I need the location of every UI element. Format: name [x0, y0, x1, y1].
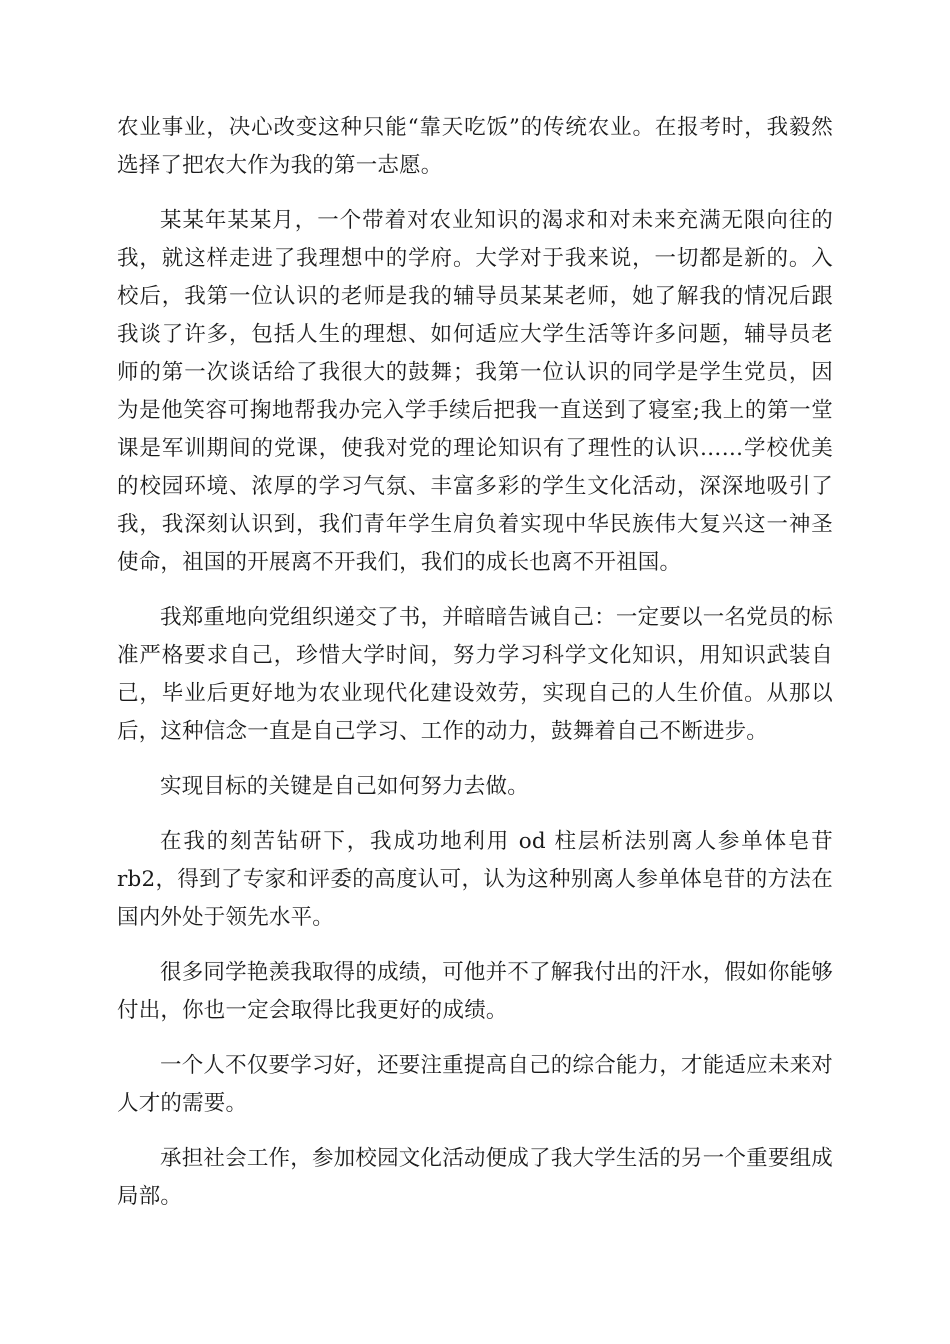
paragraph-1: 农业事业，决心改变这种只能“靠天吃饭”的传统农业。在报考时，我毅然选择了把农大作为我的第一志愿。: [117, 115, 833, 178]
paragraph-2: 某某年某某月，一个带着对农业知识的渴求和对未来充满无限向往的我，就这样走进了我理想中的学府。大学对于我来说，一切都是新的。入校后，我第一位认识的老师是我的辅导员某某老师，她了解我的情况后跟我谈了许多，包括人生的理想、如何适应大学生活等许多问题，辅导员老师的第一次谈话给了我很大的鼓舞；我第一位认识的同学是学生党员，因为是他笑容可掬地帮我办完入学手续后把我一直送到了寝室;我上的第一堂课是军训期间的党课，使我对党的理论知识有了理性的认识……学校优美的校园环境、浓厚的学习气氛、丰富多彩的学生文化活动，深深地吸引了我，我深刻认识到，我们青年学生肩负着实现中华民族伟大复兴这一神圣使命，祖国的开展离不开我们，我们的成长也离不开祖国。: [117, 208, 833, 575]
paragraph-7: 一个人不仅要学习好，还要注重提高自己的综合能力，才能适应未来对人才的需要。: [117, 1053, 833, 1116]
paragraph-6: 很多同学艳羡我取得的成绩，可他并不了解我付出的汗水，假如你能够付出，你也一定会取得比我更好的成绩。: [117, 960, 833, 1023]
paragraph-8: 承担社会工作，参加校园文化活动便成了我大学生活的另一个重要组成局部。: [117, 1146, 833, 1209]
paragraph-5: 在我的刻苦钻研下，我成功地利用 od 柱层析法别离人参单体皂苷 rb2，得到了专家和评委的高度认可，认为这种别离人参单体皂苷的方法在国内外处于领先水平。: [117, 829, 833, 930]
paragraph-4: 实现目标的关键是自己如何努力去做。: [160, 774, 529, 799]
document-body: [117, 109, 833, 1233]
paragraph-3: 我郑重地向党组织递交了书，并暗暗告诫自己：一定要以一名党员的标准严格要求自己，珍惜大学时间，努力学习科学文化知识，用知识武装自己，毕业后更好地为农业现代化建设效劳，实现自己的人生价值。从那以后，这种信念一直是自己学习、工作的动力，鼓舞着自己不断进步。: [117, 605, 833, 744]
